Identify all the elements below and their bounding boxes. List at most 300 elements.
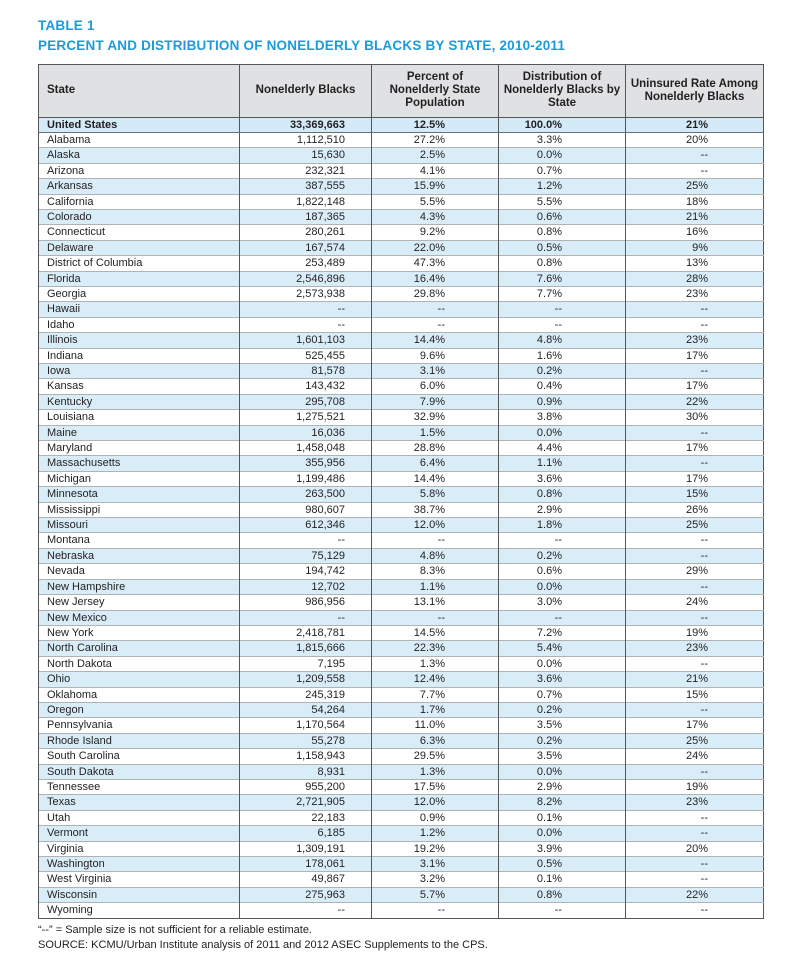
cell-nonelderly-blacks: 1,170,564 <box>240 718 372 733</box>
cell-nonelderly-blacks: 55,278 <box>240 733 372 748</box>
cell-nonelderly-blacks: 2,546,896 <box>240 271 372 286</box>
table-row <box>39 456 764 471</box>
cell-distribution-by-state: 0.0% <box>499 656 626 671</box>
cell-percent-state-population: 1.7% <box>372 702 499 717</box>
cell-distribution-by-state: 0.5% <box>499 857 626 872</box>
table-row <box>39 810 764 825</box>
table-row <box>39 872 764 887</box>
cell-nonelderly-blacks: 955,200 <box>240 779 372 794</box>
cell-distribution-by-state: 0.6% <box>499 209 626 224</box>
table-row <box>39 209 764 224</box>
cell-state: South Dakota <box>39 764 240 779</box>
cell-distribution-by-state: 0.0% <box>499 764 626 779</box>
cell-state: Oregon <box>39 702 240 717</box>
table-row <box>39 487 764 502</box>
cell-percent-state-population: -- <box>372 302 499 317</box>
cell-distribution-by-state: 4.4% <box>499 441 626 456</box>
cell-distribution-by-state: 7.7% <box>499 286 626 301</box>
cell-distribution-by-state: 0.2% <box>499 364 626 379</box>
cell-uninsured-rate: -- <box>626 579 764 594</box>
table-row <box>39 702 764 717</box>
table-row <box>39 502 764 517</box>
table-row <box>39 148 764 163</box>
cell-uninsured-rate: 9% <box>626 240 764 255</box>
table-row <box>39 194 764 209</box>
cell-uninsured-rate: 29% <box>626 564 764 579</box>
table-row <box>39 610 764 625</box>
cell-distribution-by-state: 0.6% <box>499 564 626 579</box>
cell-percent-state-population: 4.8% <box>372 548 499 563</box>
table-row <box>39 887 764 902</box>
cell-uninsured-rate: -- <box>626 872 764 887</box>
cell-nonelderly-blacks: 33,369,663 <box>240 117 372 132</box>
cell-uninsured-rate: -- <box>626 548 764 563</box>
cell-nonelderly-blacks: 1,112,510 <box>240 132 372 147</box>
cell-state: Arkansas <box>39 179 240 194</box>
cell-uninsured-rate: 17% <box>626 379 764 394</box>
cell-uninsured-rate: 22% <box>626 887 764 902</box>
cell-state: Maryland <box>39 441 240 456</box>
cell-percent-state-population: 5.7% <box>372 887 499 902</box>
cell-distribution-by-state: 3.9% <box>499 841 626 856</box>
cell-state: Arizona <box>39 163 240 178</box>
cell-state: Rhode Island <box>39 733 240 748</box>
cell-state: Utah <box>39 810 240 825</box>
cell-state: New Jersey <box>39 595 240 610</box>
cell-nonelderly-blacks: -- <box>240 903 372 918</box>
table-row <box>39 641 764 656</box>
cell-percent-state-population: 12.5% <box>372 117 499 132</box>
cell-nonelderly-blacks: 2,418,781 <box>240 625 372 640</box>
table-row <box>39 132 764 147</box>
cell-distribution-by-state: 0.1% <box>499 872 626 887</box>
cell-distribution-by-state: 5.4% <box>499 641 626 656</box>
cell-percent-state-population: 1.2% <box>372 826 499 841</box>
table-row <box>39 364 764 379</box>
table-label: TABLE 1 <box>38 18 95 33</box>
cell-percent-state-population: 17.5% <box>372 779 499 794</box>
cell-state: Ohio <box>39 672 240 687</box>
cell-state: Maine <box>39 425 240 440</box>
table-header-block <box>38 16 766 57</box>
cell-percent-state-population: 7.9% <box>372 394 499 409</box>
cell-distribution-by-state: -- <box>499 610 626 625</box>
table-row <box>39 564 764 579</box>
cell-state: Indiana <box>39 348 240 363</box>
cell-state: Montana <box>39 533 240 548</box>
cell-percent-state-population: 13.1% <box>372 595 499 610</box>
cell-uninsured-rate: 22% <box>626 394 764 409</box>
cell-distribution-by-state: 1.2% <box>499 179 626 194</box>
table-row <box>39 163 764 178</box>
table-row <box>39 795 764 810</box>
cell-uninsured-rate: 24% <box>626 749 764 764</box>
state-data-table <box>38 64 764 919</box>
cell-nonelderly-blacks: 275,963 <box>240 887 372 902</box>
cell-percent-state-population: 1.5% <box>372 425 499 440</box>
cell-nonelderly-blacks: 2,721,905 <box>240 795 372 810</box>
cell-nonelderly-blacks: 7,195 <box>240 656 372 671</box>
cell-percent-state-population: 14.5% <box>372 625 499 640</box>
cell-percent-state-population: 12.0% <box>372 795 499 810</box>
cell-uninsured-rate: 25% <box>626 733 764 748</box>
cell-uninsured-rate: 17% <box>626 471 764 486</box>
col-header-distribution-by-state: Distribution of Nonelderly Blacks by State <box>499 64 626 117</box>
cell-percent-state-population: 27.2% <box>372 132 499 147</box>
cell-state: Georgia <box>39 286 240 301</box>
table-row <box>39 271 764 286</box>
column-header-row <box>39 64 764 117</box>
cell-state: New York <box>39 625 240 640</box>
cell-uninsured-rate: -- <box>626 610 764 625</box>
cell-distribution-by-state: 0.8% <box>499 256 626 271</box>
cell-state: Wisconsin <box>39 887 240 902</box>
cell-state: California <box>39 194 240 209</box>
cell-percent-state-population: 4.1% <box>372 163 499 178</box>
cell-state: Illinois <box>39 333 240 348</box>
cell-state: Hawaii <box>39 302 240 317</box>
cell-nonelderly-blacks: 1,199,486 <box>240 471 372 486</box>
cell-uninsured-rate: -- <box>626 857 764 872</box>
cell-state: Iowa <box>39 364 240 379</box>
cell-state: Vermont <box>39 826 240 841</box>
cell-state: Missouri <box>39 518 240 533</box>
cell-uninsured-rate: 23% <box>626 286 764 301</box>
col-header-state: State <box>39 64 240 117</box>
cell-state: Delaware <box>39 240 240 255</box>
cell-percent-state-population: 3.1% <box>372 364 499 379</box>
table-row <box>39 548 764 563</box>
cell-uninsured-rate: 28% <box>626 271 764 286</box>
table-row <box>39 656 764 671</box>
table-row <box>39 841 764 856</box>
cell-distribution-by-state: 1.1% <box>499 456 626 471</box>
cell-uninsured-rate: 17% <box>626 348 764 363</box>
cell-nonelderly-blacks: 22,183 <box>240 810 372 825</box>
cell-nonelderly-blacks: 1,209,558 <box>240 672 372 687</box>
cell-uninsured-rate: -- <box>626 425 764 440</box>
table-row <box>39 379 764 394</box>
table-row <box>39 672 764 687</box>
cell-nonelderly-blacks: 280,261 <box>240 225 372 240</box>
table-row <box>39 317 764 332</box>
cell-state: New Mexico <box>39 610 240 625</box>
cell-state: Louisiana <box>39 410 240 425</box>
cell-state: Colorado <box>39 209 240 224</box>
table-row <box>39 857 764 872</box>
cell-distribution-by-state: 8.2% <box>499 795 626 810</box>
cell-uninsured-rate: -- <box>626 810 764 825</box>
cell-distribution-by-state: 0.2% <box>499 702 626 717</box>
cell-percent-state-population: 9.2% <box>372 225 499 240</box>
cell-percent-state-population: 1.3% <box>372 764 499 779</box>
col-header-uninsured-rate: Uninsured Rate Among Nonelderly Blacks <box>626 64 764 117</box>
cell-state: North Carolina <box>39 641 240 656</box>
cell-percent-state-population: 3.1% <box>372 857 499 872</box>
footnote-source: SOURCE: KCMU/Urban Institute analysis of 2011 and 2012 ASEC Supplements to the CPS. <box>38 938 488 951</box>
cell-state: Alaska <box>39 148 240 163</box>
cell-percent-state-population: -- <box>372 317 499 332</box>
table-row <box>39 179 764 194</box>
cell-percent-state-population: 12.4% <box>372 672 499 687</box>
table-row <box>39 718 764 733</box>
cell-uninsured-rate: 18% <box>626 194 764 209</box>
cell-percent-state-population: 47.3% <box>372 256 499 271</box>
cell-nonelderly-blacks: 167,574 <box>240 240 372 255</box>
cell-state: Michigan <box>39 471 240 486</box>
cell-nonelderly-blacks: 75,129 <box>240 548 372 563</box>
cell-percent-state-population: 29.8% <box>372 286 499 301</box>
cell-nonelderly-blacks: 1,158,943 <box>240 749 372 764</box>
cell-distribution-by-state: 0.0% <box>499 826 626 841</box>
cell-state: Texas <box>39 795 240 810</box>
table-row <box>39 779 764 794</box>
cell-distribution-by-state: 0.1% <box>499 810 626 825</box>
cell-distribution-by-state: 0.8% <box>499 225 626 240</box>
cell-uninsured-rate: 19% <box>626 779 764 794</box>
cell-state: West Virginia <box>39 872 240 887</box>
cell-percent-state-population: 6.0% <box>372 379 499 394</box>
table-row <box>39 533 764 548</box>
cell-distribution-by-state: 0.0% <box>499 148 626 163</box>
table-row <box>39 764 764 779</box>
cell-distribution-by-state: -- <box>499 903 626 918</box>
cell-uninsured-rate: 26% <box>626 502 764 517</box>
cell-distribution-by-state: 0.2% <box>499 548 626 563</box>
cell-uninsured-rate: 23% <box>626 795 764 810</box>
cell-percent-state-population: 22.0% <box>372 240 499 255</box>
cell-percent-state-population: 5.5% <box>372 194 499 209</box>
cell-distribution-by-state: 0.5% <box>499 240 626 255</box>
cell-nonelderly-blacks: 54,264 <box>240 702 372 717</box>
cell-state: New Hampshire <box>39 579 240 594</box>
cell-percent-state-population: 4.3% <box>372 209 499 224</box>
table-row <box>39 625 764 640</box>
cell-distribution-by-state: -- <box>499 533 626 548</box>
cell-uninsured-rate: 25% <box>626 518 764 533</box>
cell-percent-state-population: 7.7% <box>372 687 499 702</box>
cell-state: Minnesota <box>39 487 240 502</box>
cell-nonelderly-blacks: 2,573,938 <box>240 286 372 301</box>
cell-nonelderly-blacks: 49,867 <box>240 872 372 887</box>
table-row <box>39 302 764 317</box>
cell-nonelderly-blacks: 525,455 <box>240 348 372 363</box>
cell-percent-state-population: -- <box>372 903 499 918</box>
cell-nonelderly-blacks: 1,822,148 <box>240 194 372 209</box>
cell-nonelderly-blacks: 980,607 <box>240 502 372 517</box>
cell-percent-state-population: 28.8% <box>372 441 499 456</box>
table-row <box>39 410 764 425</box>
cell-nonelderly-blacks: -- <box>240 610 372 625</box>
cell-nonelderly-blacks: 178,061 <box>240 857 372 872</box>
cell-uninsured-rate: 17% <box>626 718 764 733</box>
cell-state: Tennessee <box>39 779 240 794</box>
table-row <box>39 903 764 918</box>
cell-distribution-by-state: 3.8% <box>499 410 626 425</box>
cell-percent-state-population: 14.4% <box>372 471 499 486</box>
cell-percent-state-population: 8.3% <box>372 564 499 579</box>
table-row <box>39 240 764 255</box>
cell-uninsured-rate: 25% <box>626 179 764 194</box>
cell-distribution-by-state: 5.5% <box>499 194 626 209</box>
cell-nonelderly-blacks: 232,321 <box>240 163 372 178</box>
page-title: PERCENT AND DISTRIBUTION OF NONELDERLY BLACKS BY STATE, 2010-2011 <box>38 38 566 54</box>
cell-nonelderly-blacks: -- <box>240 302 372 317</box>
cell-nonelderly-blacks: 1,601,103 <box>240 333 372 348</box>
table-row <box>39 286 764 301</box>
table-row <box>39 333 764 348</box>
cell-state: Alabama <box>39 132 240 147</box>
cell-nonelderly-blacks: 253,489 <box>240 256 372 271</box>
cell-distribution-by-state: 0.7% <box>499 163 626 178</box>
cell-percent-state-population: 2.5% <box>372 148 499 163</box>
cell-nonelderly-blacks: 194,742 <box>240 564 372 579</box>
table-row <box>39 826 764 841</box>
cell-nonelderly-blacks: 263,500 <box>240 487 372 502</box>
cell-uninsured-rate: -- <box>626 764 764 779</box>
cell-state: Florida <box>39 271 240 286</box>
table-row-united-states <box>39 117 764 132</box>
cell-uninsured-rate: 13% <box>626 256 764 271</box>
cell-uninsured-rate: 24% <box>626 595 764 610</box>
cell-distribution-by-state: 0.9% <box>499 394 626 409</box>
cell-distribution-by-state: -- <box>499 317 626 332</box>
table-row <box>39 425 764 440</box>
cell-state: Kentucky <box>39 394 240 409</box>
cell-percent-state-population: -- <box>372 610 499 625</box>
cell-state: Wyoming <box>39 903 240 918</box>
cell-state: North Dakota <box>39 656 240 671</box>
cell-uninsured-rate: -- <box>626 148 764 163</box>
cell-uninsured-rate: -- <box>626 533 764 548</box>
cell-nonelderly-blacks: 15,630 <box>240 148 372 163</box>
table-row <box>39 749 764 764</box>
cell-uninsured-rate: 20% <box>626 132 764 147</box>
cell-uninsured-rate: 21% <box>626 117 764 132</box>
table-row <box>39 595 764 610</box>
footnote-sample-size: “--” = Sample size is not sufficient for a reliable estimate. <box>38 923 312 936</box>
cell-state: Nebraska <box>39 548 240 563</box>
cell-percent-state-population: 32.9% <box>372 410 499 425</box>
col-header-nonelderly-blacks: Nonelderly Blacks <box>240 64 372 117</box>
cell-uninsured-rate: 17% <box>626 441 764 456</box>
cell-uninsured-rate: 23% <box>626 333 764 348</box>
table-row <box>39 348 764 363</box>
cell-nonelderly-blacks: 12,702 <box>240 579 372 594</box>
cell-nonelderly-blacks: 295,708 <box>240 394 372 409</box>
cell-uninsured-rate: -- <box>626 302 764 317</box>
table-row <box>39 471 764 486</box>
cell-distribution-by-state: 2.9% <box>499 502 626 517</box>
cell-percent-state-population: 9.6% <box>372 348 499 363</box>
cell-distribution-by-state: 100.0% <box>499 117 626 132</box>
cell-nonelderly-blacks: 612,346 <box>240 518 372 533</box>
cell-nonelderly-blacks: 387,555 <box>240 179 372 194</box>
cell-uninsured-rate: 23% <box>626 641 764 656</box>
cell-state: Nevada <box>39 564 240 579</box>
cell-state: Washington <box>39 857 240 872</box>
cell-percent-state-population: 22.3% <box>372 641 499 656</box>
cell-nonelderly-blacks: -- <box>240 317 372 332</box>
cell-uninsured-rate: -- <box>626 364 764 379</box>
cell-distribution-by-state: 3.6% <box>499 471 626 486</box>
table-row <box>39 579 764 594</box>
cell-uninsured-rate: 15% <box>626 487 764 502</box>
cell-uninsured-rate: 16% <box>626 225 764 240</box>
cell-percent-state-population: -- <box>372 533 499 548</box>
cell-percent-state-population: 12.0% <box>372 518 499 533</box>
cell-uninsured-rate: 20% <box>626 841 764 856</box>
cell-nonelderly-blacks: 143,432 <box>240 379 372 394</box>
cell-nonelderly-blacks: -- <box>240 533 372 548</box>
cell-uninsured-rate: -- <box>626 903 764 918</box>
cell-distribution-by-state: 0.4% <box>499 379 626 394</box>
cell-distribution-by-state: 0.2% <box>499 733 626 748</box>
cell-uninsured-rate: -- <box>626 163 764 178</box>
cell-percent-state-population: 19.2% <box>372 841 499 856</box>
cell-nonelderly-blacks: 16,036 <box>240 425 372 440</box>
cell-percent-state-population: 1.3% <box>372 656 499 671</box>
cell-nonelderly-blacks: 1,275,521 <box>240 410 372 425</box>
cell-state: Kansas <box>39 379 240 394</box>
cell-distribution-by-state: 1.8% <box>499 518 626 533</box>
cell-distribution-by-state: 0.8% <box>499 887 626 902</box>
cell-distribution-by-state: 2.9% <box>499 779 626 794</box>
cell-percent-state-population: 0.9% <box>372 810 499 825</box>
cell-uninsured-rate: -- <box>626 826 764 841</box>
cell-state: Mississippi <box>39 502 240 517</box>
cell-percent-state-population: 15.9% <box>372 179 499 194</box>
cell-uninsured-rate: -- <box>626 456 764 471</box>
cell-nonelderly-blacks: 81,578 <box>240 364 372 379</box>
cell-distribution-by-state: 3.0% <box>499 595 626 610</box>
cell-nonelderly-blacks: 6,185 <box>240 826 372 841</box>
cell-state: Massachusetts <box>39 456 240 471</box>
table-row <box>39 256 764 271</box>
table-row <box>39 225 764 240</box>
cell-distribution-by-state: 0.0% <box>499 579 626 594</box>
cell-uninsured-rate: 19% <box>626 625 764 640</box>
cell-uninsured-rate: -- <box>626 702 764 717</box>
cell-state: Pennsylvania <box>39 718 240 733</box>
cell-nonelderly-blacks: 1,815,666 <box>240 641 372 656</box>
cell-distribution-by-state: 7.2% <box>499 625 626 640</box>
cell-percent-state-population: 38.7% <box>372 502 499 517</box>
cell-state: South Carolina <box>39 749 240 764</box>
cell-distribution-by-state: 3.3% <box>499 132 626 147</box>
cell-percent-state-population: 3.2% <box>372 872 499 887</box>
cell-state: Connecticut <box>39 225 240 240</box>
cell-distribution-by-state: 7.6% <box>499 271 626 286</box>
cell-percent-state-population: 6.4% <box>372 456 499 471</box>
cell-percent-state-population: 29.5% <box>372 749 499 764</box>
cell-percent-state-population: 1.1% <box>372 579 499 594</box>
cell-nonelderly-blacks: 355,956 <box>240 456 372 471</box>
cell-percent-state-population: 14.4% <box>372 333 499 348</box>
cell-percent-state-population: 11.0% <box>372 718 499 733</box>
cell-distribution-by-state: 4.8% <box>499 333 626 348</box>
cell-nonelderly-blacks: 1,309,191 <box>240 841 372 856</box>
cell-uninsured-rate: 21% <box>626 209 764 224</box>
table-row <box>39 733 764 748</box>
col-header-percent-state-population: Percent of Nonelderly State Population <box>372 64 499 117</box>
cell-distribution-by-state: 0.7% <box>499 687 626 702</box>
cell-distribution-by-state: 0.8% <box>499 487 626 502</box>
cell-percent-state-population: 6.3% <box>372 733 499 748</box>
cell-nonelderly-blacks: 187,365 <box>240 209 372 224</box>
cell-distribution-by-state: 3.5% <box>499 749 626 764</box>
cell-percent-state-population: 16.4% <box>372 271 499 286</box>
